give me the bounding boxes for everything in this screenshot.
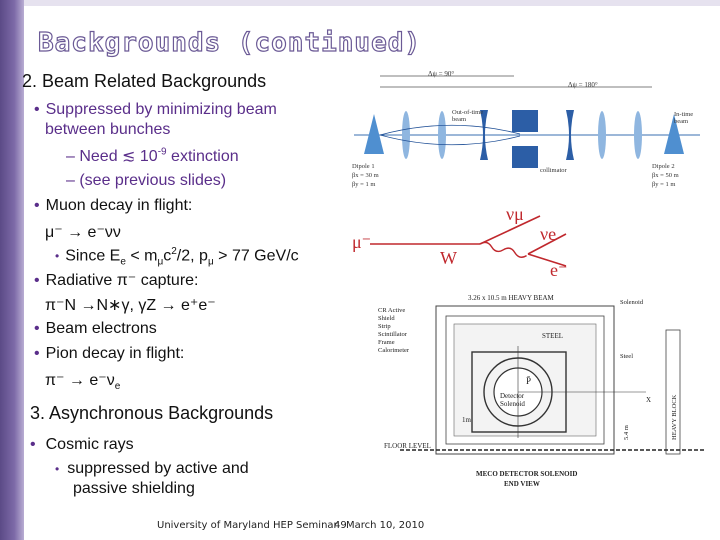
bullet-suppressed-cont: between bunches	[45, 121, 171, 138]
slide-title: Backgrounds (continued)	[38, 28, 422, 58]
bullet-dot: •	[34, 272, 40, 289]
since-sub-e: e	[120, 256, 126, 268]
subbullet-need	[66, 146, 239, 166]
since-a: Since E	[65, 247, 121, 265]
psiy-label: Δψ = 180°	[568, 81, 598, 89]
dipole-2-by: βy = 1 m	[652, 181, 676, 188]
bullet-suppressed-text: Suppressed by minimizing beam	[45, 101, 277, 118]
need-exponent: -9	[157, 146, 167, 158]
need-text: – Need ≲ 10	[66, 148, 158, 165]
lens-1	[402, 111, 410, 159]
shield-text: suppressed by active and	[67, 460, 249, 477]
bullet-pion-decay	[34, 345, 184, 363]
since-c: c	[163, 247, 172, 265]
since-e: > 77 GeV/c	[213, 247, 299, 265]
bullet-muon-decay	[34, 197, 192, 215]
since-sup-2: 2	[171, 246, 177, 257]
pion-sub-e: e	[114, 381, 121, 393]
since-sub-mu: μ	[157, 256, 164, 268]
mu-label: μ⁻	[352, 232, 372, 252]
section-asynchronous: 3. Asynchronous Backgrounds	[30, 403, 274, 423]
nue-label: νe	[540, 224, 557, 244]
numu-label: νμ	[506, 204, 524, 224]
detector-solenoid-label: Solenoid	[500, 400, 525, 408]
bullet-muon-decay-text: Muon decay in flight:	[45, 197, 193, 214]
beamline-diagram	[340, 64, 712, 196]
out-of-time-beam-label: beam	[452, 116, 467, 123]
bullet-dot: •	[34, 320, 40, 337]
end-view-label: END VIEW	[504, 480, 540, 488]
radiative-equation: π⁻N →N∗γ, γZ → e⁺e⁻	[45, 297, 216, 314]
dipole-1-bx: βx = 30 m	[352, 172, 379, 179]
footer-seminar: University of Maryland HEP Seminar	[157, 520, 338, 531]
steel-right-label: Steel	[620, 353, 633, 360]
detector-label: Detector	[500, 392, 525, 400]
lens-6	[634, 111, 642, 159]
bullet-dot: •	[34, 345, 40, 362]
top-decoration-bar	[24, 0, 720, 6]
bullet-dot: •	[55, 462, 60, 476]
in-time-label: In-time	[674, 111, 694, 118]
dipole-2-label: Dipole 2	[652, 163, 675, 170]
feynman-diagram	[340, 200, 580, 280]
bullet-radiative	[34, 270, 199, 290]
out-of-time-label: Out-of-time	[452, 109, 484, 116]
dipole-1-by: βy = 1 m	[352, 181, 376, 188]
bullet-dot: •	[55, 249, 60, 264]
bullet-cosmic	[30, 436, 134, 454]
collimator-bottom	[512, 146, 538, 168]
since-b: < m	[125, 247, 158, 265]
strip-label: Strip	[378, 323, 391, 330]
muon-equation: μ⁻ → e⁻νν	[45, 224, 121, 241]
subbullet-previous: – (see previous slides)	[66, 172, 227, 189]
side-decoration-bar	[0, 0, 24, 540]
lens-2	[438, 111, 446, 159]
cr-active-label: CR Active	[378, 307, 406, 314]
in-time-beam-label: beam	[674, 118, 689, 125]
w-label: W	[440, 248, 457, 268]
five-four-meter-label: 5.4 m	[623, 425, 630, 440]
one-meter-label: 1m	[462, 416, 471, 424]
bullet-beam-electrons	[34, 320, 157, 338]
section-beam-related: 2. Beam Related Backgrounds	[22, 71, 267, 91]
bullet-dot: •	[30, 436, 36, 453]
lens-5	[598, 111, 606, 159]
collimator-top	[512, 110, 538, 132]
pion-eq-text: π⁻ → e⁻ν	[45, 372, 115, 389]
steel-label: STEEL	[542, 332, 563, 340]
meco-label: MECO DETECTOR SOLENOID	[476, 470, 578, 478]
bullet-beam-electrons-text: Beam electrons	[45, 320, 157, 337]
collimator-label: collimator	[540, 167, 567, 174]
bullet-dot: •	[34, 101, 40, 118]
since-line	[55, 246, 299, 268]
x-axis-label: X	[646, 396, 652, 404]
frame-label: Frame	[378, 339, 395, 346]
since-sub-mu2: μ	[207, 256, 214, 268]
since-d: /2, p	[176, 247, 208, 265]
solenoid-right-label: Solenoid	[620, 299, 644, 306]
w-boson-line	[479, 241, 527, 258]
footer-date: March 10, 2010	[346, 520, 425, 531]
pbar-label: P̄	[526, 376, 532, 386]
bullet-cosmic-text: Cosmic rays	[45, 436, 134, 453]
dipole-2-bx: βx = 50 m	[652, 172, 679, 179]
pion-equation	[45, 370, 120, 392]
floor-level-label: FLOOR LEVEL	[384, 442, 431, 450]
bullet-suppressed	[34, 101, 277, 119]
dipole-1-label: Dipole 1	[352, 163, 375, 170]
bullet-dot: •	[34, 197, 40, 214]
footer-page-number: 49	[334, 520, 347, 531]
scintillator-label: Scintillator	[378, 331, 407, 338]
subbullet-shield-cont: passive shielding	[73, 480, 195, 497]
shield-label: Shield	[378, 315, 395, 322]
calorimeter-label: Calorimeter	[378, 347, 410, 354]
need-text-end: extinction	[166, 148, 239, 165]
bullet-radiative-text: Radiative π⁻ capture:	[45, 272, 199, 289]
detector-top-label: 3.26 x 10.5 m HEAVY BEAM	[468, 294, 554, 302]
heavy-block-label: HEAVY BLOCK	[671, 394, 678, 440]
detector-end-view	[376, 290, 710, 514]
electron-label: e⁻	[550, 260, 568, 280]
subbullet-shield	[55, 460, 249, 478]
dpsi-label: Δψ = 90°	[428, 70, 455, 78]
bullet-pion-decay-text: Pion decay in flight:	[45, 345, 185, 362]
